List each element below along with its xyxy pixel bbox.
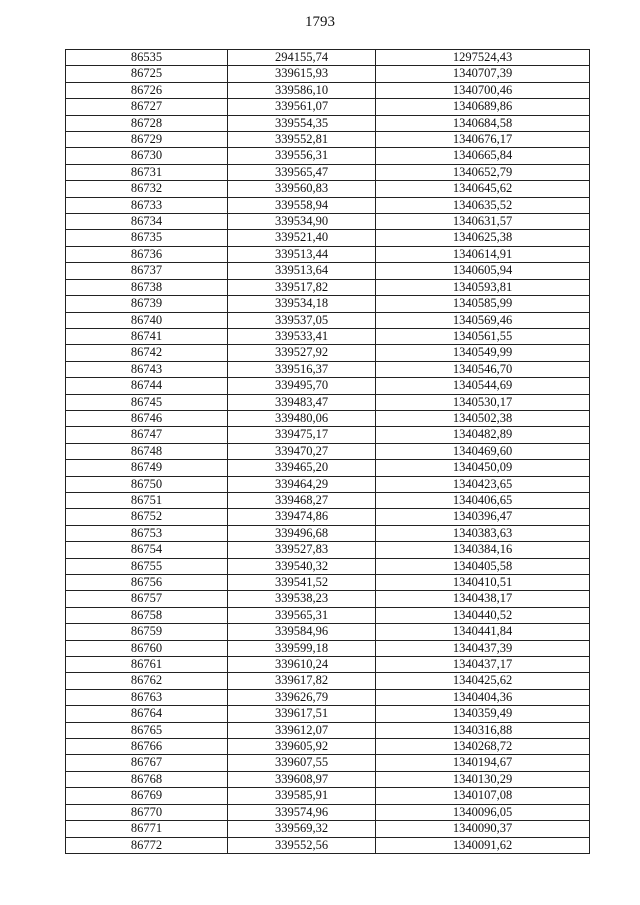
x-coordinate-cell: 339483,47 bbox=[228, 394, 376, 410]
point-number-cell: 86725 bbox=[66, 66, 228, 82]
y-coordinate-cell: 1340676,17 bbox=[376, 132, 590, 148]
x-coordinate-cell: 339468,27 bbox=[228, 492, 376, 508]
y-coordinate-cell: 1340482,89 bbox=[376, 427, 590, 443]
point-number-cell: 86732 bbox=[66, 181, 228, 197]
y-coordinate-cell: 1340441,84 bbox=[376, 624, 590, 640]
x-coordinate-cell: 339554,35 bbox=[228, 115, 376, 131]
point-number-cell: 86751 bbox=[66, 492, 228, 508]
point-number-cell: 86747 bbox=[66, 427, 228, 443]
point-number-cell: 86759 bbox=[66, 624, 228, 640]
y-coordinate-cell: 1340546,70 bbox=[376, 361, 590, 377]
point-number-cell: 86757 bbox=[66, 591, 228, 607]
x-coordinate-cell: 339470,27 bbox=[228, 443, 376, 459]
y-coordinate-cell: 1340652,79 bbox=[376, 164, 590, 180]
x-coordinate-cell: 339534,90 bbox=[228, 214, 376, 230]
table-row bbox=[66, 164, 590, 180]
table-row bbox=[66, 476, 590, 492]
point-number-cell: 86761 bbox=[66, 657, 228, 673]
table-row bbox=[66, 689, 590, 705]
x-coordinate-cell: 339475,17 bbox=[228, 427, 376, 443]
y-coordinate-cell: 1340316,88 bbox=[376, 722, 590, 738]
y-coordinate-cell: 1340684,58 bbox=[376, 115, 590, 131]
y-coordinate-cell: 1340396,47 bbox=[376, 509, 590, 525]
x-coordinate-cell: 339610,24 bbox=[228, 657, 376, 673]
x-coordinate-cell: 339533,41 bbox=[228, 328, 376, 344]
point-number-cell: 86744 bbox=[66, 378, 228, 394]
table-row bbox=[66, 657, 590, 673]
point-number-cell: 86758 bbox=[66, 607, 228, 623]
point-number-cell: 86763 bbox=[66, 689, 228, 705]
coordinates-table bbox=[65, 49, 590, 854]
table-row bbox=[66, 181, 590, 197]
y-coordinate-cell: 1340194,67 bbox=[376, 755, 590, 771]
x-coordinate-cell: 339537,05 bbox=[228, 312, 376, 328]
x-coordinate-cell: 339558,94 bbox=[228, 197, 376, 213]
table-row bbox=[66, 246, 590, 262]
y-coordinate-cell: 1340404,36 bbox=[376, 689, 590, 705]
y-coordinate-cell: 1340410,51 bbox=[376, 575, 590, 591]
table-row bbox=[66, 82, 590, 98]
y-coordinate-cell: 1340130,29 bbox=[376, 771, 590, 787]
table-row bbox=[66, 837, 590, 853]
y-coordinate-cell: 1340090,37 bbox=[376, 821, 590, 837]
y-coordinate-cell: 1340631,57 bbox=[376, 214, 590, 230]
x-coordinate-cell: 339584,96 bbox=[228, 624, 376, 640]
y-coordinate-cell: 1340440,52 bbox=[376, 607, 590, 623]
x-coordinate-cell: 339521,40 bbox=[228, 230, 376, 246]
y-coordinate-cell: 1340645,62 bbox=[376, 181, 590, 197]
table-row bbox=[66, 673, 590, 689]
table-row bbox=[66, 706, 590, 722]
point-number-cell: 86760 bbox=[66, 640, 228, 656]
table-row bbox=[66, 394, 590, 410]
point-number-cell: 86767 bbox=[66, 755, 228, 771]
y-coordinate-cell: 1340096,05 bbox=[376, 804, 590, 820]
table-row bbox=[66, 296, 590, 312]
y-coordinate-cell: 1340561,55 bbox=[376, 328, 590, 344]
y-coordinate-cell: 1340502,38 bbox=[376, 410, 590, 426]
x-coordinate-cell: 339513,44 bbox=[228, 246, 376, 262]
table-row bbox=[66, 558, 590, 574]
x-coordinate-cell: 339586,10 bbox=[228, 82, 376, 98]
table-row bbox=[66, 591, 590, 607]
point-number-cell: 86765 bbox=[66, 722, 228, 738]
point-number-cell: 86753 bbox=[66, 525, 228, 541]
x-coordinate-cell: 339608,97 bbox=[228, 771, 376, 787]
table-row bbox=[66, 115, 590, 131]
point-number-cell: 86742 bbox=[66, 345, 228, 361]
table-row bbox=[66, 804, 590, 820]
point-number-cell: 86535 bbox=[66, 50, 228, 66]
y-coordinate-cell: 1340665,84 bbox=[376, 148, 590, 164]
point-number-cell: 86734 bbox=[66, 214, 228, 230]
x-coordinate-cell: 339538,23 bbox=[228, 591, 376, 607]
x-coordinate-cell: 339612,07 bbox=[228, 722, 376, 738]
point-number-cell: 86741 bbox=[66, 328, 228, 344]
y-coordinate-cell: 1340569,46 bbox=[376, 312, 590, 328]
table-row bbox=[66, 640, 590, 656]
point-number-cell: 86728 bbox=[66, 115, 228, 131]
table-row bbox=[66, 230, 590, 246]
table-row bbox=[66, 755, 590, 771]
x-coordinate-cell: 339541,52 bbox=[228, 575, 376, 591]
x-coordinate-cell: 339560,83 bbox=[228, 181, 376, 197]
table-row bbox=[66, 821, 590, 837]
x-coordinate-cell: 339585,91 bbox=[228, 788, 376, 804]
x-coordinate-cell: 339527,83 bbox=[228, 542, 376, 558]
x-coordinate-cell: 294155,74 bbox=[228, 50, 376, 66]
y-coordinate-cell: 1340469,60 bbox=[376, 443, 590, 459]
point-number-cell: 86726 bbox=[66, 82, 228, 98]
y-coordinate-cell: 1340544,69 bbox=[376, 378, 590, 394]
point-number-cell: 86755 bbox=[66, 558, 228, 574]
y-coordinate-cell: 1340605,94 bbox=[376, 263, 590, 279]
table-row bbox=[66, 443, 590, 459]
point-number-cell: 86738 bbox=[66, 279, 228, 295]
table-row bbox=[66, 624, 590, 640]
point-number-cell: 86769 bbox=[66, 788, 228, 804]
y-coordinate-cell: 1340268,72 bbox=[376, 739, 590, 755]
point-number-cell: 86730 bbox=[66, 148, 228, 164]
y-coordinate-cell: 1340383,63 bbox=[376, 525, 590, 541]
table-row bbox=[66, 148, 590, 164]
table-row bbox=[66, 312, 590, 328]
y-coordinate-cell: 1340530,17 bbox=[376, 394, 590, 410]
table-row bbox=[66, 460, 590, 476]
x-coordinate-cell: 339496,68 bbox=[228, 525, 376, 541]
y-coordinate-cell: 1340423,65 bbox=[376, 476, 590, 492]
point-number-cell: 86733 bbox=[66, 197, 228, 213]
x-coordinate-cell: 339565,47 bbox=[228, 164, 376, 180]
point-number-cell: 86749 bbox=[66, 460, 228, 476]
y-coordinate-cell: 1340593,81 bbox=[376, 279, 590, 295]
x-coordinate-cell: 339569,32 bbox=[228, 821, 376, 837]
x-coordinate-cell: 339599,18 bbox=[228, 640, 376, 656]
table-row bbox=[66, 214, 590, 230]
point-number-cell: 86771 bbox=[66, 821, 228, 837]
table-row bbox=[66, 542, 590, 558]
point-number-cell: 86735 bbox=[66, 230, 228, 246]
point-number-cell: 86736 bbox=[66, 246, 228, 262]
x-coordinate-cell: 339574,96 bbox=[228, 804, 376, 820]
y-coordinate-cell: 1340091,62 bbox=[376, 837, 590, 853]
point-number-cell: 86729 bbox=[66, 132, 228, 148]
y-coordinate-cell: 1340425,62 bbox=[376, 673, 590, 689]
y-coordinate-cell: 1340359,49 bbox=[376, 706, 590, 722]
y-coordinate-cell: 1340700,46 bbox=[376, 82, 590, 98]
x-coordinate-cell: 339465,20 bbox=[228, 460, 376, 476]
x-coordinate-cell: 339527,92 bbox=[228, 345, 376, 361]
table-row bbox=[66, 279, 590, 295]
x-coordinate-cell: 339565,31 bbox=[228, 607, 376, 623]
x-coordinate-cell: 339607,55 bbox=[228, 755, 376, 771]
point-number-cell: 86756 bbox=[66, 575, 228, 591]
table-row bbox=[66, 361, 590, 377]
table-row bbox=[66, 197, 590, 213]
x-coordinate-cell: 339617,82 bbox=[228, 673, 376, 689]
point-number-cell: 86762 bbox=[66, 673, 228, 689]
x-coordinate-cell: 339615,93 bbox=[228, 66, 376, 82]
y-coordinate-cell: 1340384,16 bbox=[376, 542, 590, 558]
y-coordinate-cell: 1297524,43 bbox=[376, 50, 590, 66]
point-number-cell: 86752 bbox=[66, 509, 228, 525]
x-coordinate-cell: 339480,06 bbox=[228, 410, 376, 426]
y-coordinate-cell: 1340585,99 bbox=[376, 296, 590, 312]
point-number-cell: 86731 bbox=[66, 164, 228, 180]
point-number-cell: 86768 bbox=[66, 771, 228, 787]
table-row bbox=[66, 410, 590, 426]
y-coordinate-cell: 1340406,65 bbox=[376, 492, 590, 508]
x-coordinate-cell: 339617,51 bbox=[228, 706, 376, 722]
table-row bbox=[66, 132, 590, 148]
y-coordinate-cell: 1340107,08 bbox=[376, 788, 590, 804]
table-row bbox=[66, 263, 590, 279]
table-row bbox=[66, 345, 590, 361]
table-row bbox=[66, 99, 590, 115]
point-number-cell: 86750 bbox=[66, 476, 228, 492]
point-number-cell: 86770 bbox=[66, 804, 228, 820]
x-coordinate-cell: 339534,18 bbox=[228, 296, 376, 312]
y-coordinate-cell: 1340635,52 bbox=[376, 197, 590, 213]
y-coordinate-cell: 1340437,39 bbox=[376, 640, 590, 656]
y-coordinate-cell: 1340450,09 bbox=[376, 460, 590, 476]
y-coordinate-cell: 1340405,58 bbox=[376, 558, 590, 574]
x-coordinate-cell: 339474,86 bbox=[228, 509, 376, 525]
point-number-cell: 86739 bbox=[66, 296, 228, 312]
x-coordinate-cell: 339626,79 bbox=[228, 689, 376, 705]
point-number-cell: 86743 bbox=[66, 361, 228, 377]
x-coordinate-cell: 339513,64 bbox=[228, 263, 376, 279]
table-row bbox=[66, 50, 590, 66]
x-coordinate-cell: 339552,56 bbox=[228, 837, 376, 853]
y-coordinate-cell: 1340614,91 bbox=[376, 246, 590, 262]
table-row bbox=[66, 788, 590, 804]
point-number-cell: 86766 bbox=[66, 739, 228, 755]
x-coordinate-cell: 339540,32 bbox=[228, 558, 376, 574]
point-number-cell: 86748 bbox=[66, 443, 228, 459]
table-row bbox=[66, 739, 590, 755]
y-coordinate-cell: 1340549,99 bbox=[376, 345, 590, 361]
y-coordinate-cell: 1340707,39 bbox=[376, 66, 590, 82]
x-coordinate-cell: 339464,29 bbox=[228, 476, 376, 492]
y-coordinate-cell: 1340438,17 bbox=[376, 591, 590, 607]
table-row bbox=[66, 525, 590, 541]
coordinates-table-body bbox=[66, 50, 590, 854]
table-row bbox=[66, 771, 590, 787]
x-coordinate-cell: 339561,07 bbox=[228, 99, 376, 115]
table-row bbox=[66, 492, 590, 508]
point-number-cell: 86746 bbox=[66, 410, 228, 426]
page-number: 1793 bbox=[305, 14, 335, 30]
point-number-cell: 86772 bbox=[66, 837, 228, 853]
table-row bbox=[66, 575, 590, 591]
y-coordinate-cell: 1340437,17 bbox=[376, 657, 590, 673]
x-coordinate-cell: 339552,81 bbox=[228, 132, 376, 148]
point-number-cell: 86740 bbox=[66, 312, 228, 328]
table-row bbox=[66, 328, 590, 344]
table-row bbox=[66, 722, 590, 738]
y-coordinate-cell: 1340689,86 bbox=[376, 99, 590, 115]
x-coordinate-cell: 339556,31 bbox=[228, 148, 376, 164]
x-coordinate-cell: 339517,82 bbox=[228, 279, 376, 295]
table-row bbox=[66, 378, 590, 394]
table-row bbox=[66, 509, 590, 525]
point-number-cell: 86737 bbox=[66, 263, 228, 279]
point-number-cell: 86764 bbox=[66, 706, 228, 722]
x-coordinate-cell: 339495,70 bbox=[228, 378, 376, 394]
table-row bbox=[66, 66, 590, 82]
x-coordinate-cell: 339516,37 bbox=[228, 361, 376, 377]
point-number-cell: 86745 bbox=[66, 394, 228, 410]
table-row bbox=[66, 607, 590, 623]
y-coordinate-cell: 1340625,38 bbox=[376, 230, 590, 246]
point-number-cell: 86754 bbox=[66, 542, 228, 558]
point-number-cell: 86727 bbox=[66, 99, 228, 115]
table-row bbox=[66, 427, 590, 443]
x-coordinate-cell: 339605,92 bbox=[228, 739, 376, 755]
